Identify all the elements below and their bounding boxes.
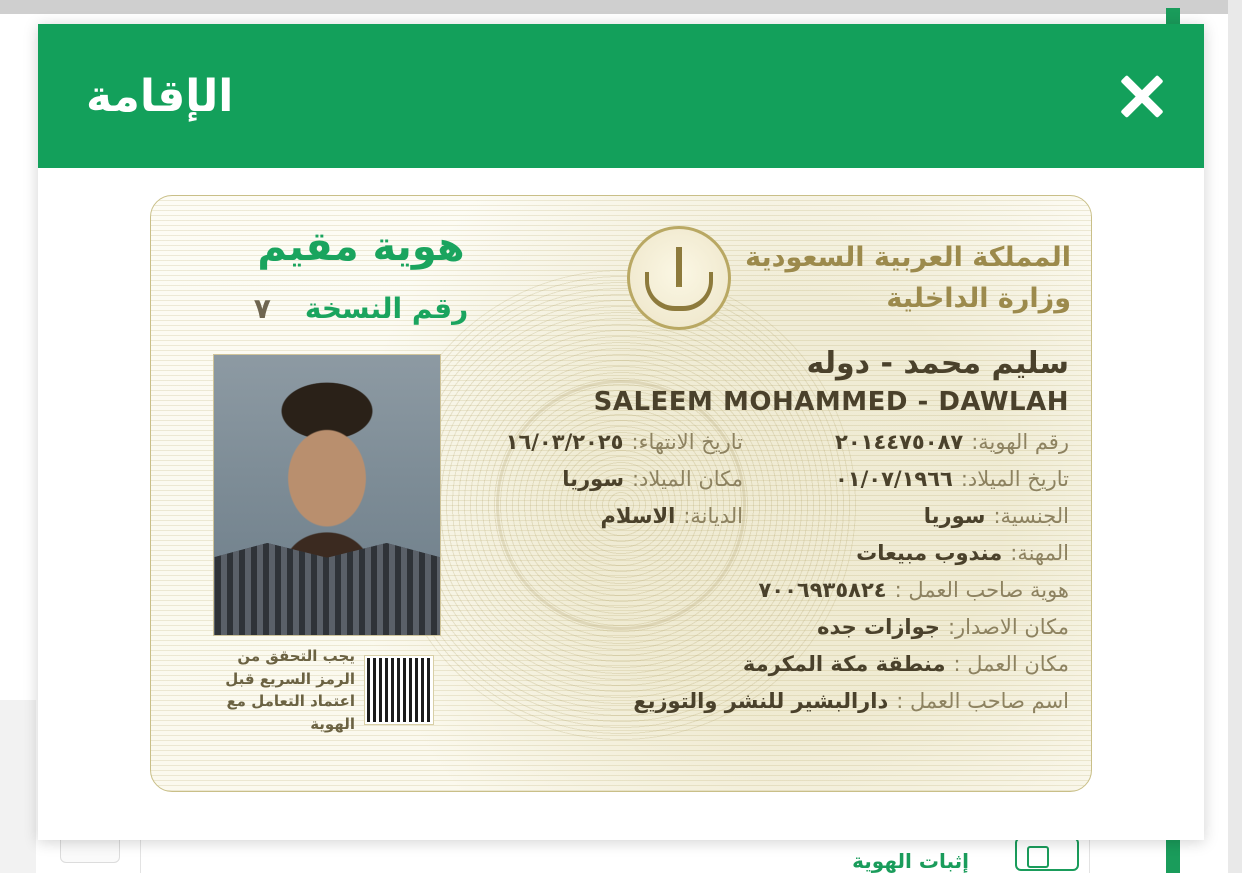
field-work-place bbox=[743, 652, 1069, 676]
field-label: مكان الاصدار: bbox=[947, 615, 1069, 639]
field-label: اسم صاحب العمل : bbox=[896, 689, 1069, 713]
qr-code-icon[interactable] bbox=[365, 656, 433, 724]
field-row bbox=[469, 504, 1069, 528]
card-type-title: هوية مقيم bbox=[257, 224, 465, 270]
field-value: جوازات جده bbox=[817, 615, 940, 639]
modal-header bbox=[38, 24, 1204, 168]
close-icon[interactable] bbox=[1108, 62, 1176, 130]
field-row bbox=[469, 689, 1069, 713]
kingdom-name: المملكة العربية السعودية bbox=[745, 242, 1071, 273]
ministry-name: وزارة الداخلية bbox=[886, 283, 1071, 314]
field-id-number bbox=[769, 430, 1069, 454]
field-value: ١٦/٠٣/٢٠٢٥ bbox=[505, 430, 624, 454]
field-row bbox=[469, 578, 1069, 602]
card-heading-left bbox=[151, 224, 571, 325]
field-label: تاريخ الانتهاء: bbox=[631, 430, 743, 454]
field-row bbox=[469, 652, 1069, 676]
background-topbar bbox=[0, 0, 1242, 14]
field-occupation bbox=[769, 541, 1069, 565]
background-right-strip bbox=[1228, 0, 1242, 873]
field-label: رقم الهوية: bbox=[971, 430, 1069, 454]
field-value: ٠١/٠٧/١٩٦٦ bbox=[834, 467, 953, 491]
field-label: مكان العمل : bbox=[953, 652, 1069, 676]
field-expiry-date bbox=[506, 430, 743, 454]
holder-name-arabic: سليم محمد - دوله bbox=[806, 346, 1069, 381]
field-value: سوريا bbox=[562, 467, 624, 491]
field-birth-place bbox=[562, 467, 743, 491]
field-value: ٧٠٠٦٩٣٥٨٢٤ bbox=[758, 578, 887, 602]
field-religion bbox=[600, 504, 743, 528]
ministry-lines bbox=[745, 242, 1071, 314]
field-issue-place bbox=[769, 615, 1069, 639]
field-row bbox=[469, 467, 1069, 491]
residency-modal bbox=[38, 24, 1204, 840]
field-value: مندوب مبيعات bbox=[856, 541, 1003, 565]
card-copy-row bbox=[151, 292, 571, 325]
field-value: الاسلام bbox=[600, 504, 676, 528]
field-value: دارالبشير للنشر والتوزيع bbox=[633, 689, 889, 713]
field-label: المهنة: bbox=[1010, 541, 1069, 565]
saudi-emblem-icon bbox=[627, 226, 731, 330]
field-label: الديانة: bbox=[683, 504, 743, 528]
field-birth-date bbox=[769, 467, 1069, 491]
modal-body bbox=[38, 168, 1204, 840]
verification-text: يجب التحقق من الرمز السريع قبل اعتماد التعامل مع الهوية bbox=[225, 647, 355, 733]
residency-id-card bbox=[150, 195, 1092, 792]
field-nationality bbox=[769, 504, 1069, 528]
copy-number-label: رقم النسخة bbox=[304, 292, 469, 325]
card-heading-right bbox=[627, 226, 1071, 330]
card-fields bbox=[469, 346, 1069, 713]
field-label: هوية صاحب العمل : bbox=[894, 578, 1069, 602]
field-row bbox=[469, 541, 1069, 565]
field-label: مكان الميلاد: bbox=[631, 467, 743, 491]
copy-number-value: ٧ bbox=[253, 292, 271, 325]
field-row bbox=[469, 615, 1069, 639]
field-value: ٢٠١٤٤٧٥٠٨٧ bbox=[835, 430, 964, 454]
background-left-rail bbox=[0, 700, 36, 873]
field-value: منطقة مكة المكرمة bbox=[742, 652, 946, 676]
field-row bbox=[469, 430, 1069, 454]
identity-card-icon[interactable] bbox=[1015, 837, 1079, 871]
field-employer-name bbox=[633, 689, 1069, 713]
identity-proof-label: إثبات الهوية bbox=[852, 849, 969, 873]
field-label: تاريخ الميلاد: bbox=[960, 467, 1069, 491]
verification-block bbox=[213, 648, 441, 732]
field-label: الجنسية: bbox=[993, 504, 1069, 528]
holder-photo bbox=[213, 354, 441, 636]
field-employer-id bbox=[758, 578, 1069, 602]
field-value: سوريا bbox=[923, 504, 986, 528]
modal-title: الإقامة bbox=[86, 70, 234, 122]
holder-name-english: SALEEM MOHAMMED - DAWLAH bbox=[593, 387, 1069, 417]
